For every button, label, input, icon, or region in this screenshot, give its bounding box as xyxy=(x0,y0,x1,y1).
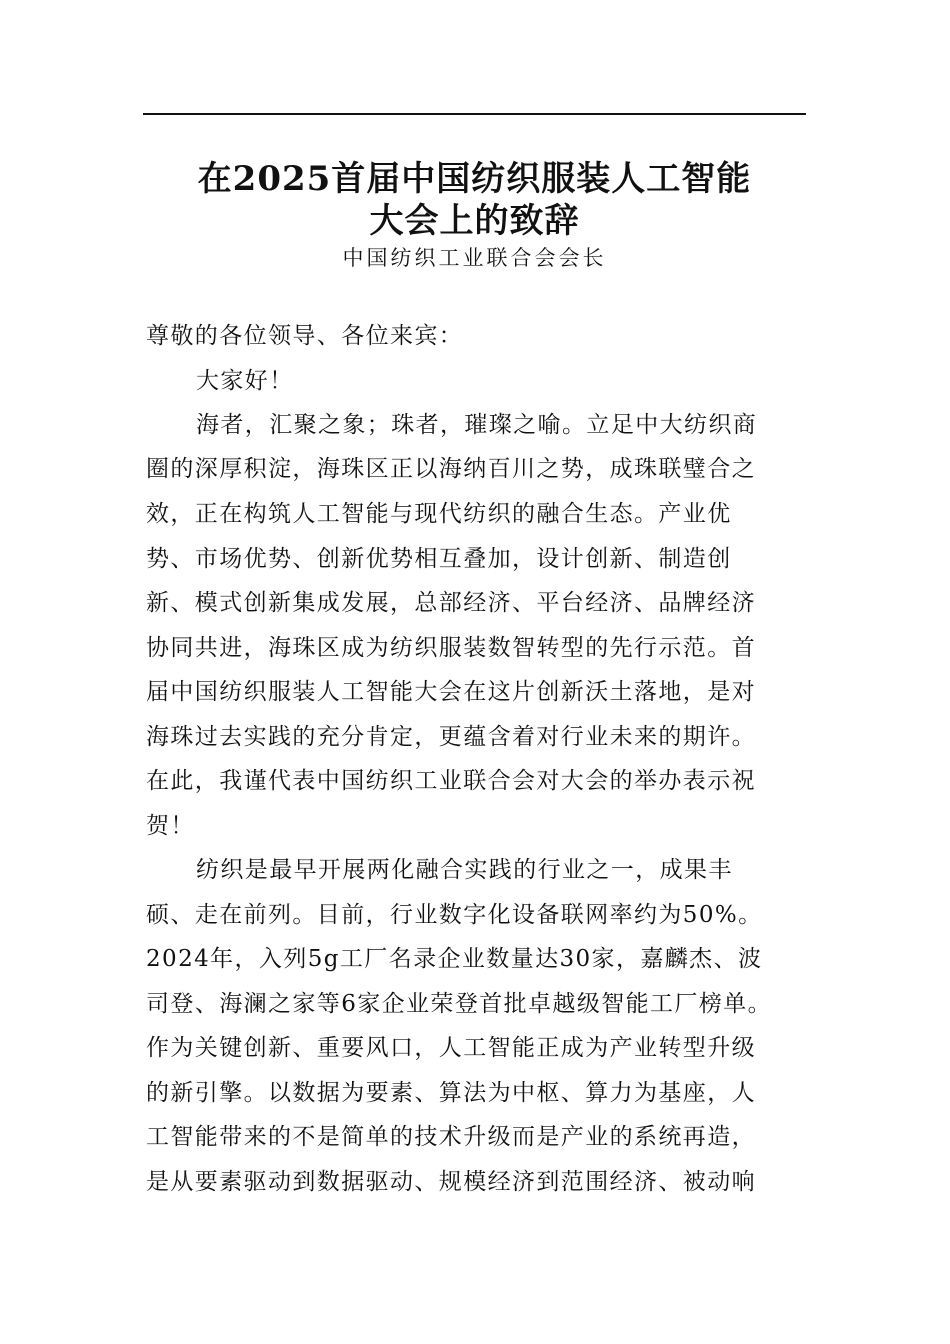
paragraph-1-line-2: 圈的深厚积淀，海珠区正以海纳百川之势，成珠联璧合之 xyxy=(146,456,756,482)
paragraph-2-line-7: 工智能带来的不是简单的技术升级而是产业的系统再造， xyxy=(146,1124,756,1150)
paragraph-2-line-3: 2024年，入列5g工厂名录企业数量达30家，嘉麟杰、波 xyxy=(146,946,763,972)
paragraph-1-line-10: 贺！ xyxy=(146,813,195,839)
paragraph-1-line-5: 新、模式创新集成发展，总部经济、平台经济、品牌经济 xyxy=(146,590,756,616)
header-rule xyxy=(143,113,806,115)
salutation: 尊敬的各位领导、各位来宾： xyxy=(146,323,464,349)
author-line: 中国纺织工业联合会会长 xyxy=(342,246,607,270)
paragraph-1-line-6: 协同共进，海珠区成为纺织服装数智转型的先行示范。首 xyxy=(146,635,756,661)
paragraph-1-line-3: 效，正在构筑人工智能与现代纺织的融合生态。产业优 xyxy=(146,501,732,527)
paragraph-2-line-5: 作为关键创新、重要风口，人工智能正成为产业转型升级 xyxy=(146,1035,756,1061)
paragraph-2-line-6: 的新引擎。以数据为要素、算法为中枢、算力为基座，人 xyxy=(146,1080,756,1106)
paragraph-2-line-8: 是从要素驱动到数据驱动、规模经济到范围经济、被动响 xyxy=(146,1169,756,1195)
paragraph-1-line-4: 势、市场优势、创新优势相互叠加，设计创新、制造创 xyxy=(146,546,732,572)
paragraph-1-line-1: 海者，汇聚之象；珠者，璀璨之喻。立足中大纺织商 xyxy=(196,412,758,438)
paragraph-2-line-2: 硕、走在前列。目前，行业数字化设备联网率约为50%。 xyxy=(146,902,763,928)
paragraph-2-line-4: 司登、海澜之家等6家企业荣登首批卓越级智能工厂榜单。 xyxy=(146,991,773,1017)
greeting: 大家好！ xyxy=(196,368,294,394)
paragraph-1-line-9: 在此，我谨代表中国纺织工业联合会对大会的举办表示祝 xyxy=(146,768,756,794)
title-line-2: 大会上的致辞 xyxy=(369,201,580,241)
paragraph-1-line-7: 届中国纺织服装人工智能大会在这片创新沃土落地，是对 xyxy=(146,679,756,705)
title-line-1: 在2025首届中国纺织服装人工智能 xyxy=(197,159,752,199)
paragraph-1-line-8: 海珠过去实践的充分肯定，更蕴含着对行业未来的期许。 xyxy=(146,724,756,750)
paragraph-2-line-1: 纺织是最早开展两化融合实践的行业之一，成果丰 xyxy=(196,857,733,883)
